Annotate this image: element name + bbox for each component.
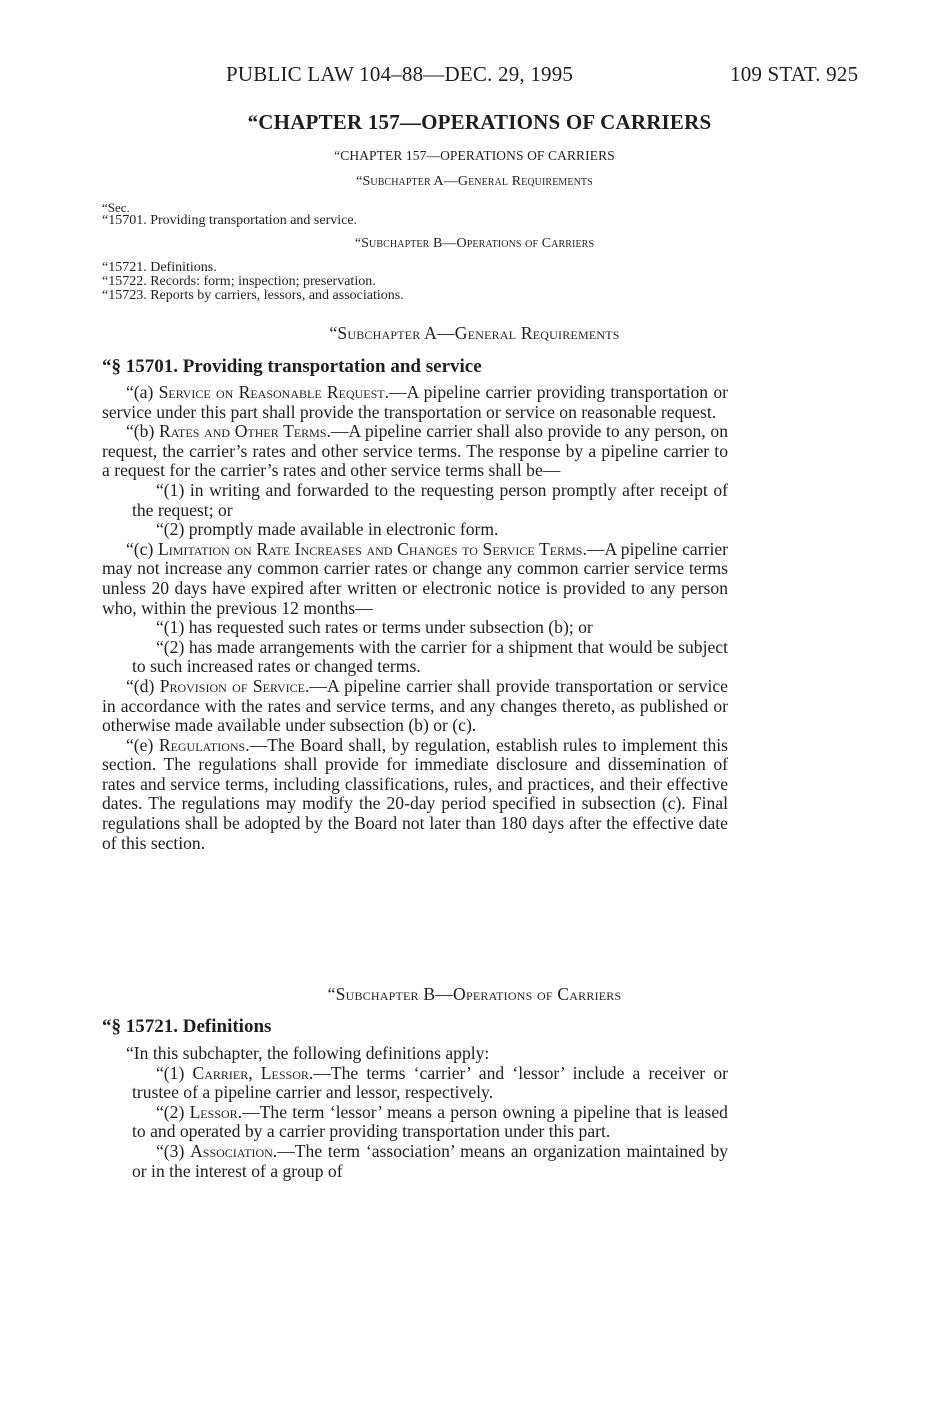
toc-chapter-line: “CHAPTER 157—OPERATIONS OF CARRIERS xyxy=(334,148,615,163)
subsection-a xyxy=(102,383,728,422)
definition-2-heading: Lessor. xyxy=(189,1101,243,1122)
running-head xyxy=(0,62,949,90)
subsection-e-prefix: “(e) xyxy=(126,734,159,755)
section-15721-body xyxy=(102,1044,728,1181)
subsection-d-prefix: “(d) xyxy=(126,675,160,696)
definition-carrier-lessor xyxy=(132,1064,728,1103)
section-15701-body xyxy=(102,383,728,853)
definition-2-prefix: “(2) xyxy=(156,1101,190,1122)
subsection-c xyxy=(102,540,728,618)
chapter-heading: “CHAPTER 157—OPERATIONS OF CARRIERS xyxy=(247,110,712,134)
running-head-title: PUBLIC LAW 104–88—DEC. 29, 1995 xyxy=(226,62,574,86)
paragraph-b2: “(2) promptly made available in electronic form. xyxy=(156,519,499,540)
section-15721-heading: “§ 15721. Definitions xyxy=(102,1016,272,1037)
definition-3-text: —The term ‘association’ means an organization maintained by or in the interest of a group of xyxy=(132,1140,728,1181)
subsection-a-text: —A pipeline carrier providing transportation or service under this part shall provide the transportation or service on reasonable request. xyxy=(102,382,728,422)
subsection-b-prefix: “(b) xyxy=(126,421,159,442)
statute-page-number: 109 STAT. 925 xyxy=(730,62,859,86)
subsection-b xyxy=(102,422,728,481)
toc-sec-label: “Sec. xyxy=(102,200,130,215)
definition-association xyxy=(132,1142,728,1181)
definitions-intro: “In this subchapter, the following definitions apply: xyxy=(126,1043,490,1063)
paragraph-c1: “(1) has requested such rates or terms under subsection (b); or xyxy=(156,617,593,638)
subsection-e-text: —The Board shall, by regulation, establish rules to implement this section. The regulations shall provide for immediate disclosure and dissemination of rates and service terms, including classifications, rules, and practices, and their effective dates. The regulations may modify the 20-day period specified in subsection (c). Final regulations shall be adopted by the Board not later than 180 days after the effective date of this section. xyxy=(102,734,728,853)
definition-1-heading: Carrier, Lessor. xyxy=(192,1062,314,1083)
definition-3-prefix: “(3) xyxy=(156,1140,191,1161)
paragraph-c2: “(2) has made arrangements with the carrier for a shipment that would be subject to such increased rates or changed terms. xyxy=(132,636,728,677)
paragraph-b1: “(1) in writing and forwarded to the requesting person promptly after receipt of the request; or xyxy=(132,479,728,520)
toc-entry-15721: “15721. Definitions. xyxy=(102,260,217,275)
section-15701-heading: “§ 15701. Providing transportation and service xyxy=(102,356,482,377)
definition-1-text: —The terms ‘carrier’ and ‘lessor’ include a receiver or trustee of a pipeline carrier and lessor, respectively. xyxy=(132,1062,728,1103)
subchapter-b-heading: “Subchapter B—Operations of Carriers xyxy=(327,984,622,1004)
subsection-c-heading: Limitation on Rate Increases and Changes to Service Terms. xyxy=(157,538,587,559)
toc-entry-15723: “15723. Reports by carriers, lessors, and associations. xyxy=(102,288,404,303)
subsection-d xyxy=(102,677,728,736)
subsection-e xyxy=(102,736,728,854)
definition-2-text: —The term ‘lessor’ means a person owning a pipeline that is leased to and operated by a carrier providing transportation under this part. xyxy=(132,1101,728,1142)
definition-lessor xyxy=(132,1103,728,1142)
subsection-e-heading: Regulations. xyxy=(158,734,250,755)
subchapter-a-heading: “Subchapter A—General Requirements xyxy=(329,323,620,343)
toc-entry-15722: “15722. Records: form; inspection; preservation. xyxy=(102,274,376,289)
subsection-d-heading: Provision of Service. xyxy=(159,675,310,696)
toc-subchapter-b: “Subchapter B—Operations of Carriers xyxy=(354,236,595,251)
subsection-b-text: —A pipeline carrier shall also provide to any person, on request, the carrier’s rates and other service terms. The response by a pipeline carrier to a request for the carrier’s rates and other service terms shall be— xyxy=(102,421,728,481)
subsection-c-prefix: “(c) xyxy=(126,538,158,559)
toc-subchapter-a: “Subchapter A—General Requirements xyxy=(356,174,593,189)
subsection-d-text: —A pipeline carrier shall provide transportation or service in accordance with the rates and service terms, and any changes thereto, as published or otherwise made available under subsection (b) or (c). xyxy=(102,675,728,736)
subsection-c-text: —A pipeline carrier may not increase any common carrier rates or change any common carrier service terms unless 20 days have expired after written or electronic notice is provided to any person who, within the previous 12 months— xyxy=(102,538,729,618)
definition-1-prefix: “(1) xyxy=(156,1062,193,1083)
subsection-a-prefix: “(a) xyxy=(126,382,159,402)
subsection-b-heading: Rates and Other Terms. xyxy=(158,421,331,442)
toc-entry-15701: “15701. Providing transportation and service. xyxy=(102,213,358,228)
subsection-a-heading: Service on Reasonable Request. xyxy=(158,382,390,402)
definition-3-heading: Association. xyxy=(190,1140,278,1161)
